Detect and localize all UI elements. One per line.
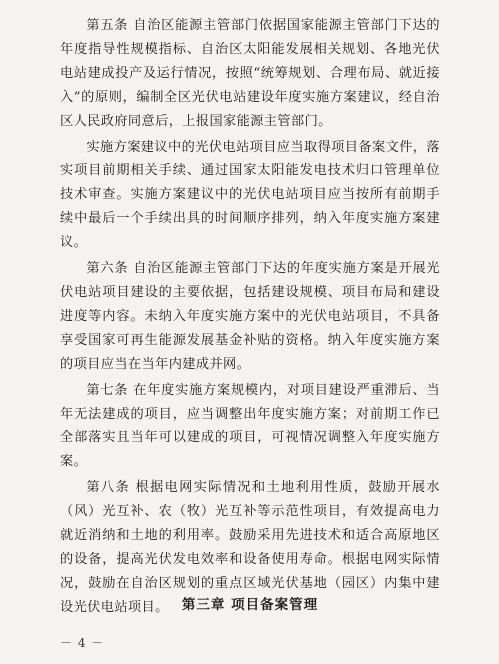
chapter-heading: 第三章 项目备案管理	[181, 597, 319, 613]
article-6-paragraph: 第六条 自治区能源主管部门下达的年度实施方案是开展光伏电站项目建设的主要依据，包括建设规模、项目布局和建设进度等内容。未纳入年度实施方案中的光伏电站项目，不具备享受国家可再生能源发展基金补贴的资格。纳入年度实施方案的项目应当在当年内建成并网。	[60, 261, 440, 372]
body-text	[60, 14, 440, 620]
article-7-paragraph: 第七条 在年度实施方案规模内，对项目建设严重滞后、当年无法建成的项目，应当调整出年度实施方案；对前期工作已全部落实且当年可以建成的项目，可视情况调整入年度实施方案。	[60, 382, 440, 470]
article-5-continuation-paragraph: 实施方案建议中的光伏电站项目应当取得项目备案文件，落实项目前期相关手续、通过国家太阳能发电技术归口管理单位技术审查。实施方案建议中的光伏电站项目应当按所有前期手续中最后一个手续出具的时间顺序排列，纳入年度实施方案建议。	[60, 139, 440, 251]
article-8-paragraph: 第八条 根据电网实际情况和土地利用性质，鼓励开展水（风）光互补、农（牧）光互补等示范性项目，有效提高电力就近消纳和土地的利用率。鼓励采用先进技术和适合高原地区的设备，提高光伏发电效率和设备使用寿命。根据电网实际情况，鼓励在自治区规划的重点区域光伏基地（园区）内集中建设光伏电站项目。	[60, 480, 440, 615]
page-number: － 4 －	[60, 636, 105, 650]
article-5-paragraph: 第五条 自治区能源主管部门依据国家能源主管部门下达的年度指导性规模指标、自治区太阳能发展相关规划、各地光伏电站建成投产及运行情况，按照“统筹规划、合理布局、就近接入”的原则，编制全区光伏电站建设年度实施方案建议，经自治区人民政府同意后，上报国家能源主管部门。	[60, 18, 440, 129]
